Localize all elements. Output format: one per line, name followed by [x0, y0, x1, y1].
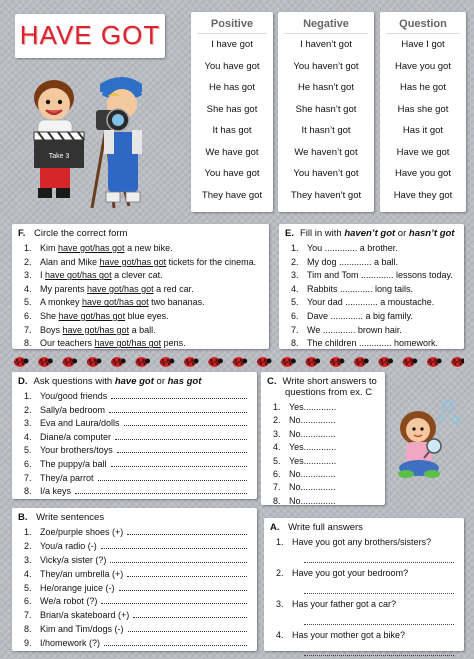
item-text: No..............: [289, 428, 336, 439]
item-number: 5.: [24, 445, 32, 456]
item-text-post: a ball.: [129, 324, 156, 335]
item-number: 6.: [273, 468, 281, 479]
item-text: Vicky/a sister (?): [40, 554, 107, 565]
exercise-d-items: [12, 390, 257, 499]
item-number: 3.: [276, 599, 284, 609]
item-text: You/a radio (-): [40, 540, 97, 551]
ladybug-icon: [281, 357, 296, 367]
exercise-b-items: [12, 526, 257, 651]
ladybug-icon: [14, 357, 29, 367]
item-text: The puppy/a ball: [40, 458, 107, 469]
item-number: 1.: [24, 391, 32, 401]
item-number: 2.: [273, 415, 281, 426]
exercise-f-title: [12, 224, 269, 242]
question-rows: [380, 34, 466, 206]
item-number: 1.: [24, 527, 32, 537]
conjugation-row: Has he got: [400, 82, 446, 93]
exercise-b-item: [24, 526, 257, 540]
item-choice[interactable]: have got/has got: [94, 338, 162, 349]
ladybug-icon: [184, 357, 199, 367]
exercise-e-item: [291, 256, 464, 270]
exercise-d-instruction-mid: or: [153, 376, 168, 387]
conjugation-row: It hasn’t got: [301, 125, 351, 136]
exercise-b-item: [24, 595, 257, 609]
item-text-post: tickets for the cinema.: [166, 256, 257, 267]
item-text: Yes.............: [289, 455, 337, 466]
answer-line[interactable]: [304, 642, 454, 656]
ladybug-icon: [38, 357, 53, 367]
exercise-b-item: [24, 568, 257, 582]
item-text: Has your father got a car?: [292, 599, 397, 609]
answer-line[interactable]: [101, 595, 247, 604]
worksheet-title: HAVE GOT: [19, 20, 161, 50]
exercise-b-item: [24, 540, 257, 554]
negative-rows: [278, 34, 374, 206]
conjugation-row: Have we got: [396, 146, 450, 158]
answer-line[interactable]: [127, 526, 247, 535]
exercise-d-option-1: have got: [114, 376, 154, 387]
exercise-e-item: [291, 283, 464, 297]
exercise-b-panel: [12, 508, 257, 651]
item-number: 8.: [24, 338, 32, 349]
item-number: 3.: [273, 428, 281, 439]
exercise-e-letter: E.: [285, 228, 294, 239]
item-text: We ............. brown hair.: [307, 324, 402, 335]
exercise-f-item: [24, 283, 269, 297]
exercise-e-items: [279, 242, 464, 351]
conjugation-row: I haven’t got: [300, 39, 352, 50]
exercise-f-letter: F.: [18, 228, 26, 239]
exercise-c-item: [273, 441, 385, 454]
item-text: They/a parrot: [40, 472, 94, 483]
item-text: Brian/a skateboard (+): [40, 610, 130, 621]
answer-line[interactable]: [98, 472, 247, 481]
exercise-d-title: [12, 372, 257, 390]
exercise-b-instruction: Write sentences: [36, 512, 105, 523]
exercise-d-option-2: has got: [167, 376, 202, 387]
item-number: 7.: [24, 324, 32, 335]
answer-line[interactable]: [133, 609, 247, 618]
exercise-f-item: [24, 296, 269, 310]
ladybug-icon: [427, 357, 442, 367]
answer-line[interactable]: [124, 417, 247, 426]
exercise-d-item: [24, 472, 257, 486]
item-number: 4.: [291, 283, 299, 294]
item-number: 1.: [24, 243, 32, 253]
item-number: 3.: [24, 270, 32, 281]
ladybug-icon: [257, 357, 272, 367]
exercise-c-item: [273, 495, 385, 508]
item-text-pre: Boys: [40, 324, 63, 335]
item-number: 6.: [291, 310, 299, 321]
ladybug-icon: [208, 357, 223, 367]
item-text-pre: Our teachers: [40, 338, 95, 349]
exercise-f-item: [24, 324, 269, 338]
conjugation-row: Have I got: [401, 39, 445, 50]
exercise-a-question: [276, 598, 464, 611]
item-text: I/homework (?): [40, 638, 101, 649]
answer-line[interactable]: [304, 611, 454, 625]
item-text-post: a new bike.: [124, 243, 173, 253]
item-text: [40, 242, 269, 256]
clapperboard-label: Take 3: [48, 153, 70, 160]
exercise-c-item: [273, 428, 385, 441]
item-number: 7.: [273, 482, 281, 493]
item-text: Zoe/purple shoes (+): [40, 527, 124, 537]
exercise-f-panel: [12, 224, 269, 349]
conjugation-row: He hasn’t got: [298, 82, 354, 93]
exercise-c-letter: C.: [267, 376, 277, 387]
item-choice[interactable]: have got/has got: [45, 270, 112, 281]
item-text-post: a clever cat.: [111, 270, 163, 281]
exercise-b-item: [24, 554, 257, 568]
item-number: 4.: [24, 431, 32, 442]
exercise-d-item: [24, 458, 257, 472]
exercise-e-item: [291, 269, 464, 283]
ladybug-icon: [136, 357, 151, 367]
exercise-f-item: [24, 337, 269, 351]
ladybug-icon: [330, 357, 345, 367]
exercise-b-title: [12, 508, 257, 526]
item-choice[interactable]: have got/has got: [87, 283, 154, 294]
item-text: [40, 269, 269, 283]
item-text: No..............: [289, 415, 336, 426]
item-number: 4.: [276, 630, 284, 640]
exercise-b-item: [24, 623, 257, 637]
item-text-pre: A monkey: [40, 297, 83, 308]
item-number: 4.: [24, 283, 32, 294]
exercise-e-option-2: hasn’t got: [408, 228, 455, 239]
item-number: 5.: [24, 297, 32, 308]
item-text: I/a keys: [40, 486, 72, 497]
item-text: We/a robot (?): [40, 596, 98, 607]
exercise-d-item: [24, 417, 257, 431]
positive-column: [191, 12, 273, 212]
exercise-a-question: [276, 567, 464, 580]
exercise-f-item: [24, 269, 269, 283]
exercise-c-item: [273, 414, 385, 427]
ladybug-icon: [87, 357, 102, 367]
exercise-f-item: [24, 256, 269, 270]
item-text: No..............: [289, 495, 336, 506]
exercise-b-item: [24, 637, 257, 651]
girl-magnifier-illustration: [392, 398, 462, 480]
exercise-d-item: [24, 485, 257, 499]
exercise-d-item: [24, 390, 257, 404]
item-text: Have you got your bedroom?: [292, 568, 409, 578]
item-number: 7.: [291, 324, 299, 335]
exercise-e-item: [291, 296, 464, 310]
item-text: No..............: [289, 468, 336, 479]
item-text: No..............: [289, 482, 336, 493]
ladybug-icon: [63, 357, 78, 367]
item-text-post: two bananas.: [148, 297, 205, 308]
exercise-c-instruction-1: Write short answers to: [282, 376, 377, 387]
exercise-d-item: [24, 431, 257, 445]
item-text-post: blue eyes.: [125, 310, 169, 321]
conjugation-row: Have you got: [395, 168, 451, 179]
item-text: [40, 324, 269, 338]
item-text: Rabbits ............. long tails.: [307, 283, 414, 294]
conjugation-row: You have got: [204, 168, 260, 179]
item-number: 2.: [24, 256, 32, 267]
ladybug-divider: [12, 354, 464, 368]
negative-column: [278, 12, 374, 212]
ladybug-icon: [451, 357, 464, 367]
item-text: You/good friends: [40, 391, 108, 401]
exercise-e-item: [291, 242, 464, 256]
answer-line[interactable]: [104, 637, 247, 646]
item-number: 1.: [291, 243, 299, 253]
conjugation-row: Has she got: [397, 103, 449, 115]
item-text: Tim and Tom ............. lessons today.: [307, 270, 453, 281]
item-number: 7.: [24, 472, 32, 483]
item-text: Your brothers/toys: [40, 445, 113, 456]
conjugation-row: They haven’t got: [290, 189, 362, 201]
conjugation-row: Have they got: [393, 189, 453, 201]
exercise-b-item: [24, 582, 257, 596]
answer-line[interactable]: [115, 431, 247, 440]
item-number: 9.: [24, 638, 32, 649]
item-text: Dave ............. a big family.: [307, 310, 413, 321]
exercise-a-items: [264, 536, 464, 656]
exercise-f-item: [24, 242, 269, 256]
exercise-b-letter: B.: [18, 512, 28, 523]
exercise-a-title: [264, 518, 464, 536]
answer-line[interactable]: [75, 485, 247, 494]
answer-line[interactable]: [111, 458, 247, 467]
item-text-post: pens.: [161, 338, 186, 349]
item-choice[interactable]: have got/has got: [58, 310, 126, 321]
item-number: 5.: [273, 455, 281, 466]
conjugation-row: He has got: [209, 82, 255, 93]
negative-header: Negative: [284, 12, 368, 34]
item-text: Your dad ............. a moustache.: [307, 297, 435, 308]
item-number: 3.: [291, 270, 299, 281]
exercise-d-item: [24, 404, 257, 418]
item-text-pre: I: [40, 270, 46, 281]
answer-line[interactable]: [110, 554, 247, 563]
item-text: [40, 337, 269, 351]
ladybug-icon: [403, 357, 418, 367]
conjugation-row: You haven’t got: [293, 60, 359, 72]
item-text: My dog ............. a ball.: [307, 256, 399, 267]
exercise-f-items: [12, 242, 269, 351]
item-number: 8.: [291, 338, 299, 349]
positive-header: Positive: [197, 12, 267, 34]
exercise-c-item: [273, 468, 385, 481]
item-text-post: a red car.: [153, 283, 194, 294]
exercise-e-item: [291, 324, 464, 338]
conjugation-row: Have you got: [395, 60, 451, 72]
conjugation-row: It has got: [212, 125, 252, 136]
title-panel: [15, 14, 165, 58]
exercise-a-instruction: Write full answers: [288, 522, 363, 533]
item-number: 1.: [276, 537, 284, 547]
exercise-c-item: [273, 481, 385, 494]
exercise-e-option-1: haven’t got: [344, 228, 396, 239]
item-text: [40, 310, 269, 324]
ladybug-icon: [233, 357, 248, 367]
item-number: 6.: [24, 310, 32, 321]
ladybug-icon: [354, 357, 369, 367]
conjugation-row: We haven’t got: [294, 146, 358, 158]
answer-line[interactable]: [304, 549, 454, 563]
item-number: 1.: [273, 402, 281, 412]
item-text: Sally/a bedroom: [40, 404, 106, 415]
item-text-pre: She: [40, 310, 59, 321]
question-column: [380, 12, 466, 212]
exercise-a-question: [276, 629, 464, 642]
ladybug-icon: [111, 357, 126, 367]
item-number: 2.: [291, 256, 299, 267]
exercise-a-letter: A.: [270, 522, 280, 533]
item-text: The children ............. homework.: [307, 338, 439, 349]
item-choice[interactable]: have got/has got: [99, 256, 167, 267]
conjugation-row: She has got: [206, 103, 258, 115]
exercise-e-item: [291, 310, 464, 324]
item-number: 2.: [276, 568, 284, 578]
exercise-f-item: [24, 310, 269, 324]
item-text-pre: Kim: [40, 243, 58, 253]
exercise-e-panel: [279, 224, 464, 349]
answer-line[interactable]: [304, 580, 454, 594]
positive-rows: [191, 34, 273, 206]
item-text: Have you got any brothers/sisters?: [292, 537, 432, 547]
exercise-d-panel: [12, 372, 257, 499]
answer-line[interactable]: [117, 444, 247, 453]
conjugation-row: You haven’t got: [293, 168, 359, 179]
exercise-d-letter: D.: [18, 376, 28, 387]
answer-line[interactable]: [119, 582, 247, 591]
exercise-e-title: [279, 224, 464, 242]
exercise-c-item: [273, 455, 385, 468]
item-text: Yes.............: [289, 402, 337, 412]
conjugation-row: I have got: [211, 39, 253, 50]
item-text: Has your mother got a bike?: [292, 630, 406, 640]
item-number: 3.: [24, 418, 32, 429]
item-choice[interactable]: have got/has got: [62, 324, 130, 335]
item-number: 8.: [273, 495, 281, 506]
item-number: 5.: [291, 297, 299, 308]
conjugation-row: Has it got: [402, 125, 444, 136]
ladybug-icon: [306, 357, 321, 367]
exercise-e-item: [291, 337, 464, 351]
item-text-pre: Alan and Mike: [40, 256, 100, 267]
ladybug-icon: [160, 357, 175, 367]
item-text: Kim and Tim/dogs (-): [40, 624, 124, 635]
item-number: 4.: [273, 442, 281, 453]
question-header: Question: [386, 12, 460, 34]
item-text: He/orange juice (-): [40, 582, 115, 593]
answer-line[interactable]: [111, 390, 247, 399]
answer-line[interactable]: [127, 568, 247, 577]
conjugation-row: We have got: [205, 146, 259, 158]
conjugation-row: You have got: [204, 60, 260, 72]
exercise-c-items: [261, 401, 385, 508]
exercise-a-question: [276, 536, 464, 549]
item-choice[interactable]: have got/has got: [58, 243, 125, 253]
exercise-c-item: [273, 401, 385, 414]
exercise-a-panel: [264, 518, 464, 651]
item-number: 2.: [24, 540, 32, 551]
item-text: [40, 256, 269, 270]
item-number: 2.: [24, 404, 32, 415]
item-number: 6.: [24, 596, 32, 607]
answer-line[interactable]: [109, 404, 247, 413]
exercise-e-instruction-mid: or: [395, 228, 409, 239]
item-choice[interactable]: have got/has got: [82, 297, 149, 308]
answer-line[interactable]: [128, 623, 247, 632]
item-text: [40, 296, 269, 310]
item-number: 8.: [24, 624, 32, 635]
ladybug-icon: [379, 357, 394, 367]
answer-line[interactable]: [101, 540, 247, 549]
conjugation-row: They have got: [201, 189, 263, 201]
item-text: They/an umbrella (+): [40, 568, 124, 579]
exercise-f-instruction: Circle the correct form: [34, 228, 128, 239]
exercise-c-panel: [261, 372, 385, 505]
exercise-c-title: [261, 372, 385, 401]
item-number: 5.: [24, 582, 32, 593]
item-number: 7.: [24, 610, 32, 621]
item-number: 3.: [24, 554, 32, 565]
item-text: You ............. a brother.: [307, 243, 398, 253]
conjugation-row: She hasn’t got: [295, 103, 357, 115]
item-text: Yes.............: [289, 442, 337, 453]
item-text-pre: My parents: [40, 283, 88, 294]
item-text: Diane/a computer: [40, 431, 112, 442]
exercise-d-instruction-pre: Ask questions with: [33, 376, 115, 387]
exercise-d-item: [24, 444, 257, 458]
item-number: 8.: [24, 486, 32, 497]
exercise-b-item: [24, 609, 257, 623]
kids-camera-illustration: [14, 70, 164, 210]
item-number: 4.: [24, 568, 32, 579]
item-number: 6.: [24, 458, 32, 469]
exercise-c-instruction-2: questions from ex. C: [285, 387, 373, 398]
item-text: Eva and Laura/dolls: [40, 418, 120, 429]
item-text: [40, 283, 269, 297]
exercise-e-instruction-pre: Fill in with: [299, 228, 345, 239]
